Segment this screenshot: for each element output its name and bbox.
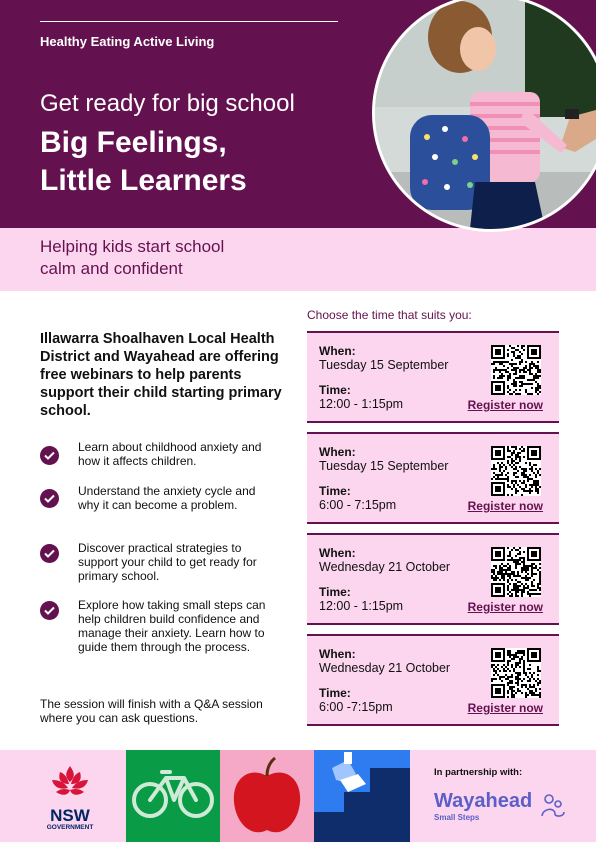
register-now-link[interactable]: Register now (467, 701, 543, 715)
header-divider (40, 21, 338, 22)
apple-tile (220, 750, 314, 842)
bicycle-icon (126, 750, 220, 842)
list-item-text: Learn about childhood anxiety and how it affects children. (78, 440, 262, 468)
check-circle-icon (40, 446, 59, 465)
time-label: Time: (319, 484, 351, 498)
list-item (40, 541, 280, 583)
tagline-line-1: Helping kids start school (40, 237, 225, 256)
nsw-wordmark: NSW (50, 806, 90, 825)
session-time: 12:00 - 1:15pm (319, 599, 404, 613)
when-label: When: (319, 344, 356, 358)
page-subtitle: Get ready for big school (40, 90, 295, 117)
when-label: When: (319, 647, 356, 661)
when-label: When: (319, 445, 356, 459)
tagline (40, 236, 224, 280)
register-now-link[interactable]: Register now (467, 499, 543, 513)
child-with-backpack-illustration (375, 0, 596, 229)
title-line-2: Little Learners (40, 164, 247, 197)
register-now-link[interactable]: Register now (467, 398, 543, 412)
session-time: 6:00 -7:15pm (319, 700, 393, 714)
session-date: Tuesday 15 September (319, 358, 449, 372)
title-line-1: Big Feelings, (40, 126, 227, 159)
time-label: Time: (319, 686, 351, 700)
check-circle-icon (40, 489, 59, 508)
apple-icon (220, 750, 314, 842)
time-label: Time: (319, 585, 351, 599)
list-item (40, 440, 280, 468)
list-item (40, 598, 280, 654)
qr-code-icon[interactable] (491, 547, 541, 597)
session-card (307, 533, 559, 625)
when-label: When: (319, 546, 356, 560)
steps-tile (314, 750, 410, 842)
nsw-government-logo (40, 762, 100, 834)
program-name: Healthy Eating Active Living (40, 34, 215, 49)
list-item (40, 484, 280, 512)
session-time: 12:00 - 1:15pm (319, 397, 404, 411)
wayahead-tagline: Small Steps (434, 813, 480, 822)
closing-text: The session will finish with a Q&A session where you can ask questions. (40, 697, 263, 725)
session-time: 6:00 - 7:15pm (319, 498, 397, 512)
session-card (307, 432, 559, 524)
partner-label: In partnership with: (434, 767, 523, 778)
list-item-text: Understand the anxiety cycle and why it can become a problem. (78, 484, 256, 512)
bicycle-tile (126, 750, 220, 842)
waratah-logo-icon (40, 762, 100, 802)
list-item-text: Discover practical strategies to support your child to get ready for primary school. (78, 541, 257, 583)
tagline-line-2: calm and confident (40, 259, 183, 278)
sessions-heading: Choose the time that suits you: (307, 308, 472, 322)
check-circle-icon (40, 544, 59, 563)
qr-code-icon[interactable] (491, 446, 541, 496)
list-item-text: Explore how taking small steps can help children build confidence and manage their anxiety. Learn how to guide them through the process. (78, 598, 266, 654)
intro-text: Illawarra Shoalhaven Local Health District and Wayahead are offering free webinars to help parents support their child starting primary school. (40, 331, 282, 419)
session-date: Tuesday 15 September (319, 459, 449, 473)
session-card (307, 634, 559, 726)
qr-code-icon[interactable] (491, 648, 541, 698)
session-date: Wednesday 21 October (319, 560, 451, 574)
session-date: Wednesday 21 October (319, 661, 451, 675)
sneaker-steps-icon (314, 750, 410, 842)
wayahead-wordmark: Wayahead (434, 790, 533, 812)
session-card (307, 331, 559, 423)
time-label: Time: (319, 383, 351, 397)
qr-code-icon[interactable] (491, 345, 541, 395)
page-title (40, 124, 247, 200)
wayahead-people-icon (540, 792, 566, 818)
register-now-link[interactable]: Register now (467, 600, 543, 614)
nsw-government-text: GOVERNMENT (46, 824, 94, 831)
check-circle-icon (40, 601, 59, 620)
